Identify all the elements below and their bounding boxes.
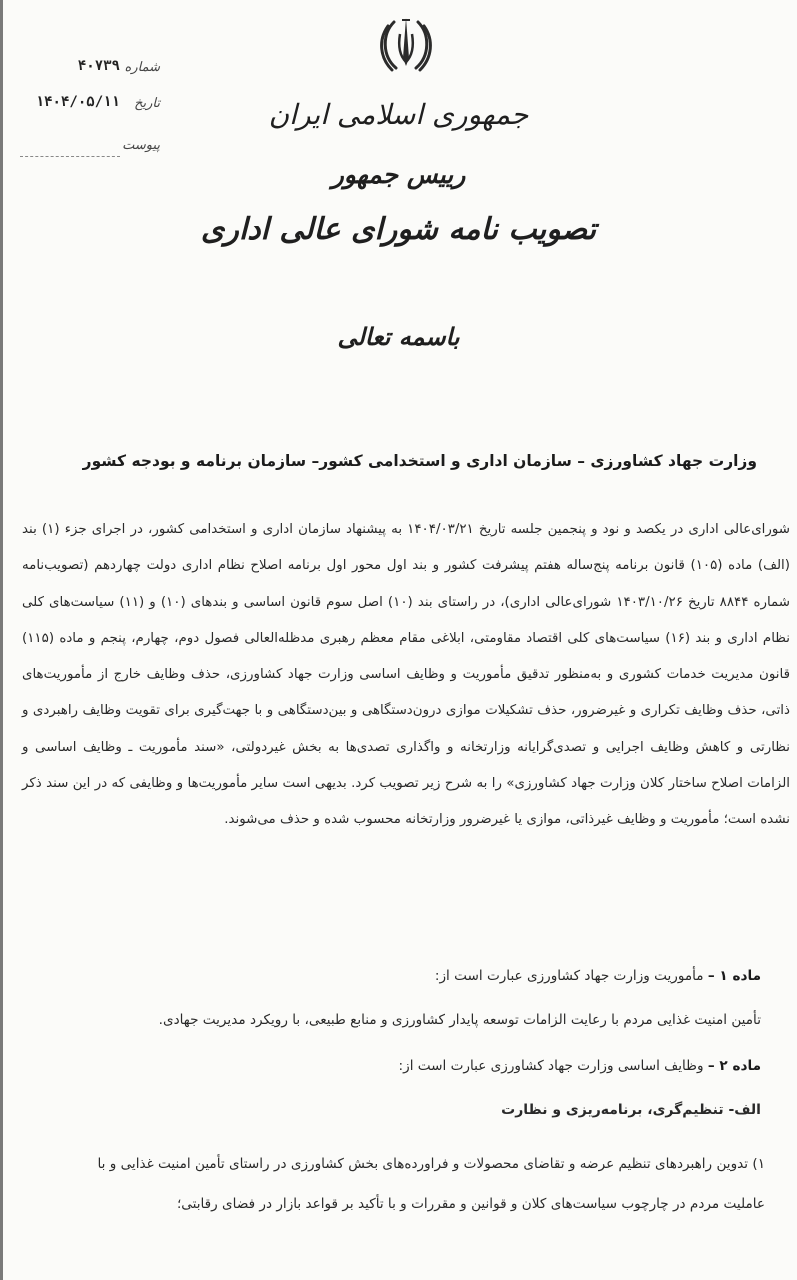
attachment-label: پیوست xyxy=(122,138,160,153)
office-title: رییس جمهور xyxy=(331,160,466,189)
document-title: تصویب نامه شورای عالی اداری xyxy=(200,212,597,247)
item-1-line-1: ۱) تدوین راهبردهای تنظیم عرضه و تقاضای محصولات و فراورده‌های بخش کشاورزی در راستای تأمین امنیت غذایی و با xyxy=(97,1156,765,1172)
attachment-row xyxy=(10,136,160,160)
article-2-label: ماده ۲ – xyxy=(707,1058,761,1074)
item-1-line-2: عاملیت مردم در چارچوب سیاست‌های کلان و قوانین و مقررات و با تأکید بر قواعد بازار در فضای رقابتی؛ xyxy=(176,1196,765,1212)
intro-paragraph: شورای‌عالی اداری در یکصد و نود و پنجمین جلسه تاریخ ۱۴۰۴/۰۳/۲۱ به پیشنهاد سازمان اداری و استخدامی کشور، در اجرای جزء (۱) بند (الف) ماده (۱۰۵) قانون برنامه پنج‌ساله هفتم پیشرفت کشور و بند اول محور اول برنامه اصلاح نظام اداری دولت چهاردهم (تصویب‌نامه شماره ۸۸۴۴ تاریخ ۱۴۰۳/۱۰/۲۶ شورای‌عالی اداری)، در راستای بند (۱۰) اصل سوم قانون اساسی و بندهای (۱۰) و (۱۱) سیاست‌های کلی نظام اداری و بند (۱۶) سیاست‌های کلی اقتصاد مقاومتی، ابلاغی مقام معظم رهبری مدظله‌العالی فصول دوم، چهارم، پنجم و ماده (۱۱۵) قانون مدیریت خدمات کشوری و به‌منظور تدقیق مأموریت و وظایف اساسی وزارت جهاد کشاورزی، حذف وظایف خارج از مأموریت‌های ذاتی، حذف وظایف تکراری و غیرضرور، حذف تشکیلات موازی درون‌دستگاهی و بین‌دستگاهی و با جهت‌گیری برای تقویت وظایف راهبردی و نظارتی و کاهش وظایف اجرایی و تصدی‌گرایانه وزارتخانه و واگذاری تصدی‌ها به بخش غیردولتی، «سند مأموریت ـ وظایف اساسی و الزامات اصلاح ساختار کلان وزارت جهاد کشاورزی» را به شرح زیر تصویب کرد. بدیهی است سایر مأموریت‌ها و وظایفی که در این سند ذکر نشده است؛ مأموریت و وظایف غیرذاتی، موازی یا غیرضرور وزارتخانه محسوب شده و حذف می‌شوند. xyxy=(22,522,791,828)
number-label: شماره xyxy=(124,60,160,75)
addressee-line: وزارت جهاد کشاورزی – سازمان اداری و استخدامی کشور– سازمان برنامه و بودجه کشور xyxy=(82,452,757,470)
article-2 xyxy=(399,1058,761,1074)
mission-statement: تأمین امنیت غذایی مردم با رعایت الزامات توسعه پایدار کشاورزی و منابع طبیعی، با رویکرد مدیریت جهادی. xyxy=(158,1012,761,1028)
attachment-blank-line xyxy=(20,156,120,157)
article-1-text: مأموریت وزارت جهاد کشاورزی عبارت است از: xyxy=(434,968,708,984)
section-a-heading: الف- تنظیم‌گری، برنامه‌ریزی و نظارت xyxy=(501,1102,761,1118)
iran-emblem-icon xyxy=(374,12,438,76)
article-2-text: وظایف اساسی وزارت جهاد کشاورزی عبارت است از: xyxy=(398,1058,708,1074)
article-1-label: ماده ۱ – xyxy=(707,968,761,984)
date-label: تاریخ xyxy=(134,96,160,111)
date-value: ۱۴۰۴/۰۵/۱۱ xyxy=(35,94,120,110)
article-1 xyxy=(435,968,761,984)
page-edge-rule xyxy=(0,0,3,1280)
number-value: ۴۰۷۳۹ xyxy=(77,58,120,74)
invocation-heading: باسمه تعالی xyxy=(337,322,460,351)
country-title: جمهوری اسلامی ایران xyxy=(268,98,529,131)
number-row xyxy=(10,58,160,82)
